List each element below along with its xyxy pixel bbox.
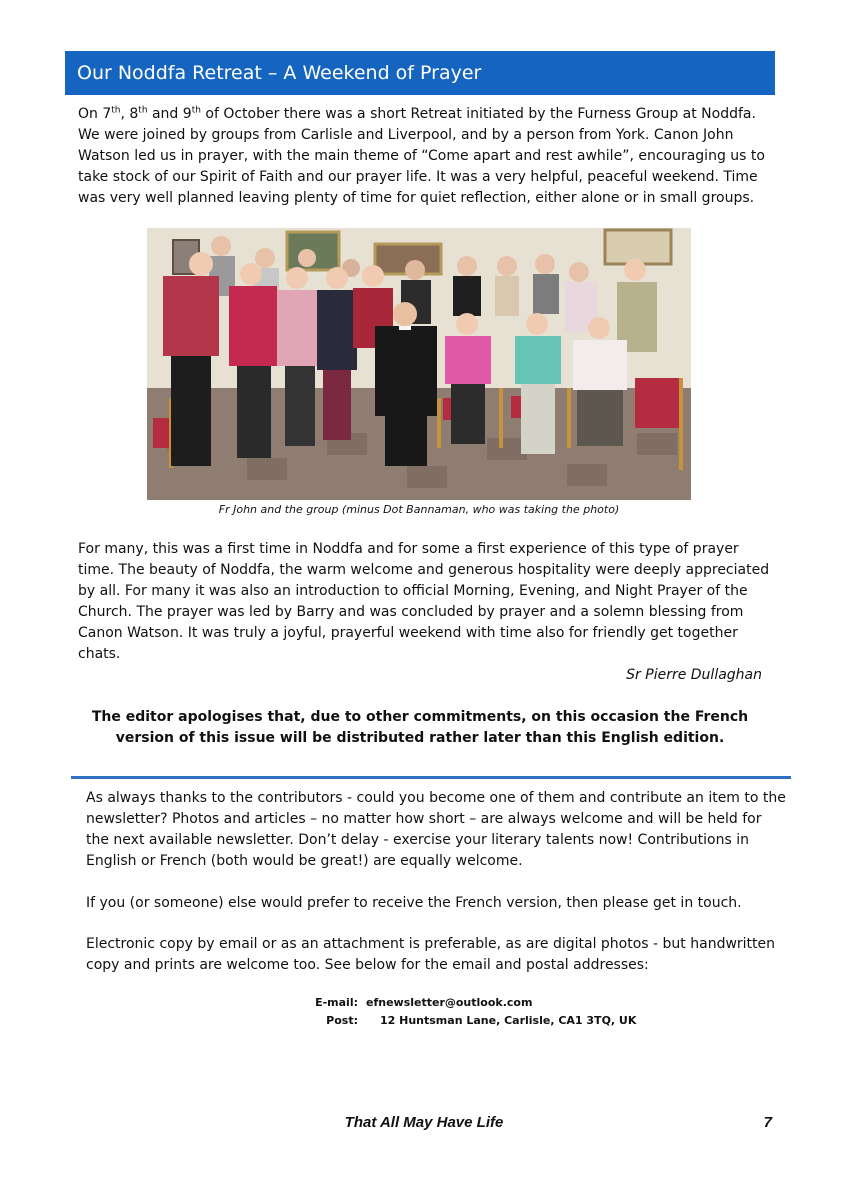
- photo-caption: Fr John and the group (minus Dot Bannaman, who was taking the photo): [218, 503, 620, 516]
- body-paragraph: For many, this was a first time in Noddfa and for some a first experience of this type of prayer time. The beauty of Noddfa, the warm welcome and generous hospitality were deeply appreciated by all. For many it was also an introduction to official Morning, Evening, and Night Prayer of the Church. The prayer was led by Barry and was concluded by prayer and a solemn blessing from Canon Watson. It was truly a joyful, prayerful weekend with time also for friendly get together chats.: [78, 541, 770, 662]
- email-label: E-mail:: [315, 996, 358, 1009]
- article-title-banner: [65, 51, 775, 95]
- section-divider: [71, 776, 791, 779]
- editor-note: The editor apologises that, due to other commitments, on this occasion the French version of this issue will be distributed rather later than this English edition.: [91, 709, 749, 746]
- intro-paragraph: On 7th, 8th and 9th of October there was a short Retreat initiated by the Furness Group at Noddfa. We were joined by groups from Carlisle and Liverpool, and by a person from York. Canon John Watson led us in prayer, with the main theme of “Come apart and rest awhile”, encouraging us to take stock of our Spirit of Faith and our prayer life. It was a very helpful, peaceful weekend. Time was very well planned leaving plenty of time for quiet reflection, either alone or in small groups.: [78, 105, 765, 206]
- french-version-paragraph: If you (or someone) else would prefer to receive the French version, then please get in touch.: [86, 895, 742, 911]
- contact-post: [266, 1012, 636, 1030]
- email-address[interactable]: efnewsletter@outlook.com: [366, 996, 533, 1009]
- post-label: Post:: [326, 1014, 358, 1027]
- article-title: Our Noddfa Retreat – A Weekend of Prayer: [77, 62, 482, 84]
- author-signature: Sr Pierre Dullaghan: [626, 667, 762, 683]
- contributors-paragraph: As always thanks to the contributors - could you become one of them and contribute an item to the newsletter? Photos and articles – no matter how short – are always welcome and will be held for the next available newsletter. Don’t delay - exercise your literary talents now! Contributions in English or French (both would be great!) are equally welcome.: [86, 790, 786, 869]
- footer-title: That All May Have Life: [344, 1114, 504, 1131]
- page-number: 7: [763, 1114, 772, 1131]
- postal-address: 12 Huntsman Lane, Carlisle, CA1 3TQ, UK: [380, 1014, 637, 1027]
- group-photo: [147, 228, 691, 500]
- contact-email: [266, 994, 532, 1012]
- submission-paragraph: Electronic copy by email or as an attachment is preferable, as are digital photos - but handwritten copy and prints are welcome too. See below for the email and postal addresses:: [86, 936, 776, 973]
